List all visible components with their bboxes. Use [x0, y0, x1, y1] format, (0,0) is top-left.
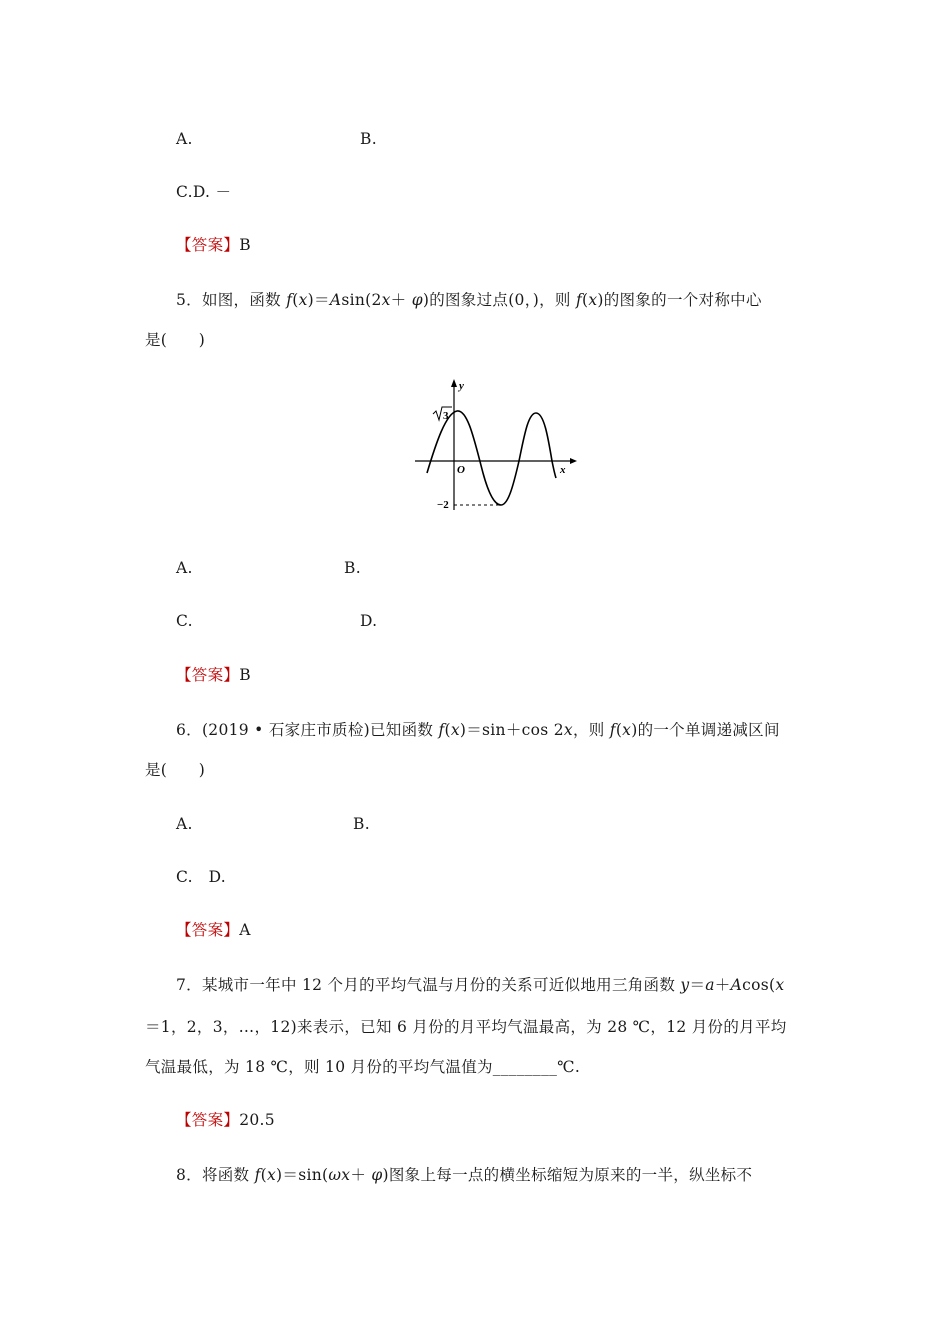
q7-stem-line1 [176, 975, 784, 995]
math-phi: φ [411, 291, 423, 309]
answer-tag: 【答案】 [176, 666, 240, 684]
q6-stem-text: ，则 [572, 721, 610, 739]
math-A: A [329, 291, 342, 309]
math-x: x [450, 721, 460, 739]
math-phi: φ [371, 1166, 383, 1184]
math-A: A [730, 976, 743, 994]
math-x: x [341, 1166, 351, 1184]
q4-option-d: D. － [192, 183, 232, 201]
math-x: x [775, 976, 785, 994]
math-f: f [438, 721, 445, 739]
math-omega: ω [328, 1166, 342, 1184]
math-expr: )＝sin＋cos 2 [459, 721, 564, 739]
math-expr: )＝sin( [276, 1166, 329, 1184]
q4-option-a: A. [176, 130, 193, 148]
q5-stem-text: )的图象过点(0，)，则 [422, 291, 576, 309]
sine-curve [427, 411, 556, 505]
math-f: f [575, 291, 582, 309]
q5-option-b: B. [344, 559, 361, 577]
q5-sine-graph [405, 375, 585, 520]
q8-stem-text: )图象上每一点的横坐标缩短为原来的一半，纵坐标不 [382, 1166, 753, 1184]
q4-option-cd [176, 182, 231, 202]
x-axis-label: x [560, 464, 566, 476]
math-plus: ＋ [390, 291, 412, 309]
math-plus: ＋ [350, 1166, 372, 1184]
q6-stem-line1: 6．(2019 • 石家庄市质检)已知函数 f(x)＝sin＋cos 2x，则 f(x)的一个单调递减区间 [176, 721, 780, 739]
q5-option-c: C. [176, 612, 193, 630]
answer-tag: 【答案】 [176, 236, 240, 254]
answer-value: 20.5 [239, 1111, 275, 1129]
neg2-label: −2 [437, 499, 449, 511]
answer-value: B [239, 236, 251, 254]
answer-tag: 【答案】 [176, 921, 240, 939]
math-sin: sin(2 [341, 291, 382, 309]
answer-value: A [239, 921, 251, 939]
y-axis-label: y [459, 380, 464, 392]
math-x: x [588, 291, 598, 309]
q8-stem-line1: 8．将函数 f(x)＝sin(ωx＋ φ)图象上每一点的横坐标缩短为原来的一半，纵坐标不 [176, 1166, 753, 1184]
math-cos: cos( [742, 976, 776, 994]
math-x: x [381, 291, 391, 309]
math-x: x [622, 721, 632, 739]
q7-answer [176, 1110, 275, 1130]
q5-option-d: D. [360, 612, 378, 630]
q5-stem-line1: 5．如图，函数 f(x)＝Asin(2x＋ φ)的图象过点(0，)，则 f(x)的图象的一个对称中心 [176, 291, 762, 309]
q7-stem-text: 7．某城市一年中 12 个月的平均气温与月份的关系可近似地用三角函数 [176, 976, 681, 994]
q6-number: 6．(2019 • 石家庄市质检)已知函数 [176, 721, 439, 739]
q6-stem-text: )的一个单调递减区间 [631, 721, 780, 739]
math-plus: ＋ [714, 976, 731, 994]
q5-number: 5．如图，函数 [176, 291, 287, 309]
math-x: x [298, 291, 308, 309]
x-axis-arrow [570, 458, 577, 464]
q5-option-a: A. [176, 559, 193, 577]
q6-stem-line2: 是( ) [145, 761, 206, 779]
math-x: x [563, 721, 573, 739]
q6-answer [176, 920, 251, 940]
math-y: y [680, 976, 690, 994]
math-eq: )＝ [307, 291, 330, 309]
math-f: f [609, 721, 616, 739]
q4-option-c: C. [176, 183, 193, 201]
q8-number: 8．将函数 [176, 1166, 255, 1184]
math-x: x [267, 1166, 277, 1184]
math-a: a [705, 976, 715, 994]
math-f: f [286, 291, 293, 309]
q5-stem-line2: 是( ) [145, 331, 206, 349]
math-f: f [254, 1166, 261, 1184]
q6-option-a: A. [176, 815, 193, 833]
origin-label: O [457, 464, 465, 476]
q7-stem-line2: ＝1，2，3，…，12)来表示，已知 6 月份的月平均气温最高，为 28 ℃，12 月份的月平均 [145, 1018, 787, 1036]
q6-option-b: B. [353, 815, 370, 833]
math-eq: ＝ [689, 976, 706, 994]
answer-value: B [239, 666, 251, 684]
q6-option-cd: C. D. [176, 868, 227, 886]
q5-answer [176, 665, 251, 685]
sqrt3-label: 3 [443, 410, 449, 422]
q4-answer [176, 235, 251, 255]
y-axis-arrow [451, 379, 457, 387]
answer-tag: 【答案】 [176, 1111, 240, 1129]
q4-option-b: B. [360, 130, 377, 148]
q7-stem-line3: 气温最低，为 18 ℃，则 10 月份的平均气温值为________℃. [145, 1058, 581, 1076]
q5-stem-text: )的图象的一个对称中心 [597, 291, 762, 309]
